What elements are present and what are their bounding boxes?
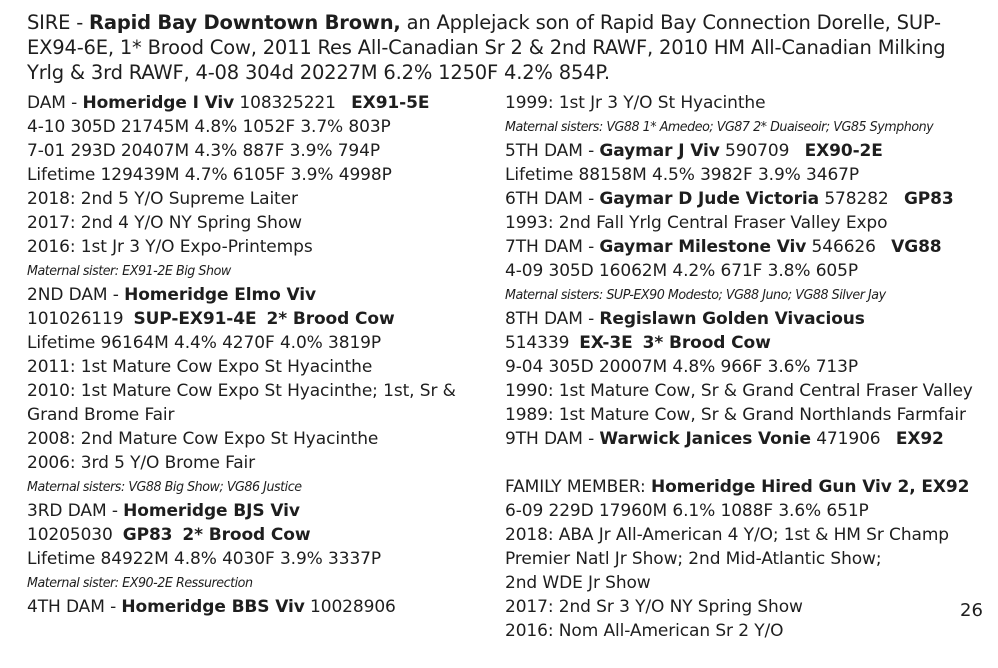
dam6-name: Gaymar D Jude Victoria	[599, 189, 820, 209]
dam2-show-2011: 2011: 1st Mature Cow Expo St Hyacinthe	[27, 357, 373, 377]
dam4-show-1999: 1999: 1st Jr 3 Y/O St Hyacinthe	[505, 93, 766, 113]
dam-record-1: 4-10 305D 21745M 4.8% 1052F 3.7% 803P	[27, 117, 391, 137]
dam8-brood-cow: 3* Brood Cow	[642, 333, 771, 353]
dam2-brood-cow: 2* Brood Cow	[266, 309, 395, 329]
page-number: 26	[960, 600, 983, 621]
family-member-show-2018: 2018: ABA Jr All-American 4 Y/O; 1st & HM Sr Champ	[505, 525, 949, 545]
dam2-name: Homeridge Elmo Viv	[124, 285, 316, 305]
dam9-classification: EX92	[895, 429, 944, 449]
dam2-show-2008: 2008: 2nd Mature Cow Expo St Hyacinthe	[27, 429, 379, 449]
dam-record-2: 7-01 293D 20407M 4.3% 887F 3.9% 794P	[27, 141, 380, 161]
dam3-lifetime: Lifetime 84922M 4.8% 4030F 3.9% 3337P	[27, 549, 382, 569]
dam5-lifetime: Lifetime 88158M 4.5% 3982F 3.9% 3467P	[505, 165, 860, 185]
dam4-maternal-sisters: Maternal sisters: VG88 1* Amedeo; VG87 2* Duaiseoir; VG85 Symphony	[505, 119, 934, 135]
family-member-show-2018-cont2: 2nd WDE Jr Show	[505, 573, 651, 593]
dam2-classification: SUP-EX91-4E	[133, 309, 257, 329]
family-member-heading: FAMILY MEMBER: Homeridge Hired Gun Viv 2, EX92	[505, 477, 970, 497]
sire-name: Rapid Bay Downtown Brown,	[89, 11, 401, 34]
dam6-heading: 6TH DAM - Gaymar D Jude Victoria 578282 GP83	[505, 189, 954, 209]
dam-heading: DAM - Homeridge I Viv 108325221 EX91-5E	[27, 93, 430, 113]
dam-maternal-sisters: Maternal sister: EX91-2E Big Show	[27, 263, 231, 279]
dam4-heading: 4TH DAM - Homeridge BBS Viv 10028906	[27, 597, 396, 617]
family-member-show-2016: 2016: Nom All-American Sr 2 Y/O	[505, 621, 784, 641]
dam7-maternal-sisters: Maternal sisters: SUP-EX90 Modesto; VG88 Juno; VG88 Silver Jay	[505, 287, 886, 303]
dam8-name: Regislawn Golden Vivacious	[599, 309, 865, 329]
dam9-name: Warwick Janices Vonie	[599, 429, 811, 449]
dam2-show-2010-cont: Grand Brome Fair	[27, 405, 175, 425]
dam5-name: Gaymar J Viv	[599, 141, 720, 161]
dam3-brood-cow: 2* Brood Cow	[182, 525, 311, 545]
dam9-heading: 9TH DAM - Warwick Janices Vonie 471906 EX92	[505, 429, 944, 449]
dam7-classification: VG88	[891, 237, 942, 257]
dam4-name: Homeridge BBS Viv	[121, 597, 305, 617]
dam5-heading: 5TH DAM - Gaymar J Viv 590709 EX90-2E	[505, 141, 883, 161]
dam5-classification: EX90-2E	[804, 141, 883, 161]
dam2-show-2010: 2010: 1st Mature Cow Expo St Hyacinthe; 1st, Sr &	[27, 381, 456, 401]
dam2-show-2006: 2006: 3rd 5 Y/O Brome Fair	[27, 453, 256, 473]
dam8-registration: 514339 EX-3E 3* Brood Cow	[505, 333, 771, 353]
dam-lifetime: Lifetime 129439M 4.7% 6105F 3.9% 4998P	[27, 165, 392, 185]
dam6-classification: GP83	[903, 189, 954, 209]
dam2-heading: 2ND DAM - Homeridge Elmo Viv	[27, 285, 316, 305]
dam8-show-1990: 1990: 1st Mature Cow, Sr & Grand Central Fraser Valley	[505, 381, 973, 401]
dam2-lifetime: Lifetime 96164M 4.4% 4270F 4.0% 3819P	[27, 333, 382, 353]
dam-show-2017: 2017: 2nd 4 Y/O NY Spring Show	[27, 213, 302, 233]
pedigree-left-column	[27, 91, 497, 619]
dam2-registration: 101026119 SUP-EX91-4E 2* Brood Cow	[27, 309, 395, 329]
family-member-record: 6-09 229D 17960M 6.1% 1088F 3.6% 651P	[505, 501, 869, 521]
family-member-show-2017: 2017: 2nd Sr 3 Y/O NY Spring Show	[505, 597, 803, 617]
dam-name: Homeridge I Viv	[82, 93, 235, 113]
dam3-maternal-sister: Maternal sister: EX90-2E Ressurection	[27, 575, 253, 591]
dam7-name: Gaymar Milestone Viv	[599, 237, 807, 257]
dam3-name: Homeridge BJS Viv	[123, 501, 300, 521]
dam-classification: EX91-5E	[351, 93, 430, 113]
pedigree-right-column	[505, 91, 975, 643]
dam3-registration: 10205030 GP83 2* Brood Cow	[27, 525, 311, 545]
sire-label: SIRE -	[27, 11, 90, 34]
family-member-show-2018-cont: Premier Natl Jr Show; 2nd Mid-Atlantic Show;	[505, 549, 882, 569]
dam8-record: 9-04 305D 20007M 4.8% 966F 3.6% 713P	[505, 357, 858, 377]
dam3-classification: GP83	[122, 525, 173, 545]
dam-show-2018: 2018: 2nd 5 Y/O Supreme Laiter	[27, 189, 298, 209]
dam8-classification: EX-3E	[579, 333, 633, 353]
dam6-show-1993: 1993: 2nd Fall Yrlg Central Fraser Valley Expo	[505, 213, 888, 233]
dam3-heading: 3RD DAM - Homeridge BJS Viv	[27, 501, 300, 521]
dam8-show-1989: 1989: 1st Mature Cow, Sr & Grand Northlands Farmfair	[505, 405, 966, 425]
sire-description: an Applejack son of Rapid Bay Connection Dorelle, SUP-EX94-6E, 1* Brood Cow, 2011 Res All-Canadian Sr 2 & 2nd RAWF, 2010 HM All-Canadian Milking Yrlg & 3rd RAWF, 4-08 304d 20227M 6.2% 1250F 4.2% 854P.	[27, 11, 946, 84]
dam-show-2016: 2016: 1st Jr 3 Y/O Expo-Printemps	[27, 237, 313, 257]
dam2-maternal-sisters: Maternal sisters: VG88 Big Show; VG86 Justice	[27, 479, 302, 495]
dam7-record: 4-09 305D 16062M 4.2% 671F 3.8% 605P	[505, 261, 858, 281]
family-member-name: Homeridge Hired Gun Viv 2, EX92	[650, 477, 970, 497]
dam7-heading: 7TH DAM - Gaymar Milestone Viv 546626 VG88	[505, 237, 942, 257]
sire-paragraph	[27, 10, 967, 85]
dam8-heading: 8TH DAM - Regislawn Golden Vivacious	[505, 309, 865, 329]
section-spacer	[505, 451, 975, 475]
